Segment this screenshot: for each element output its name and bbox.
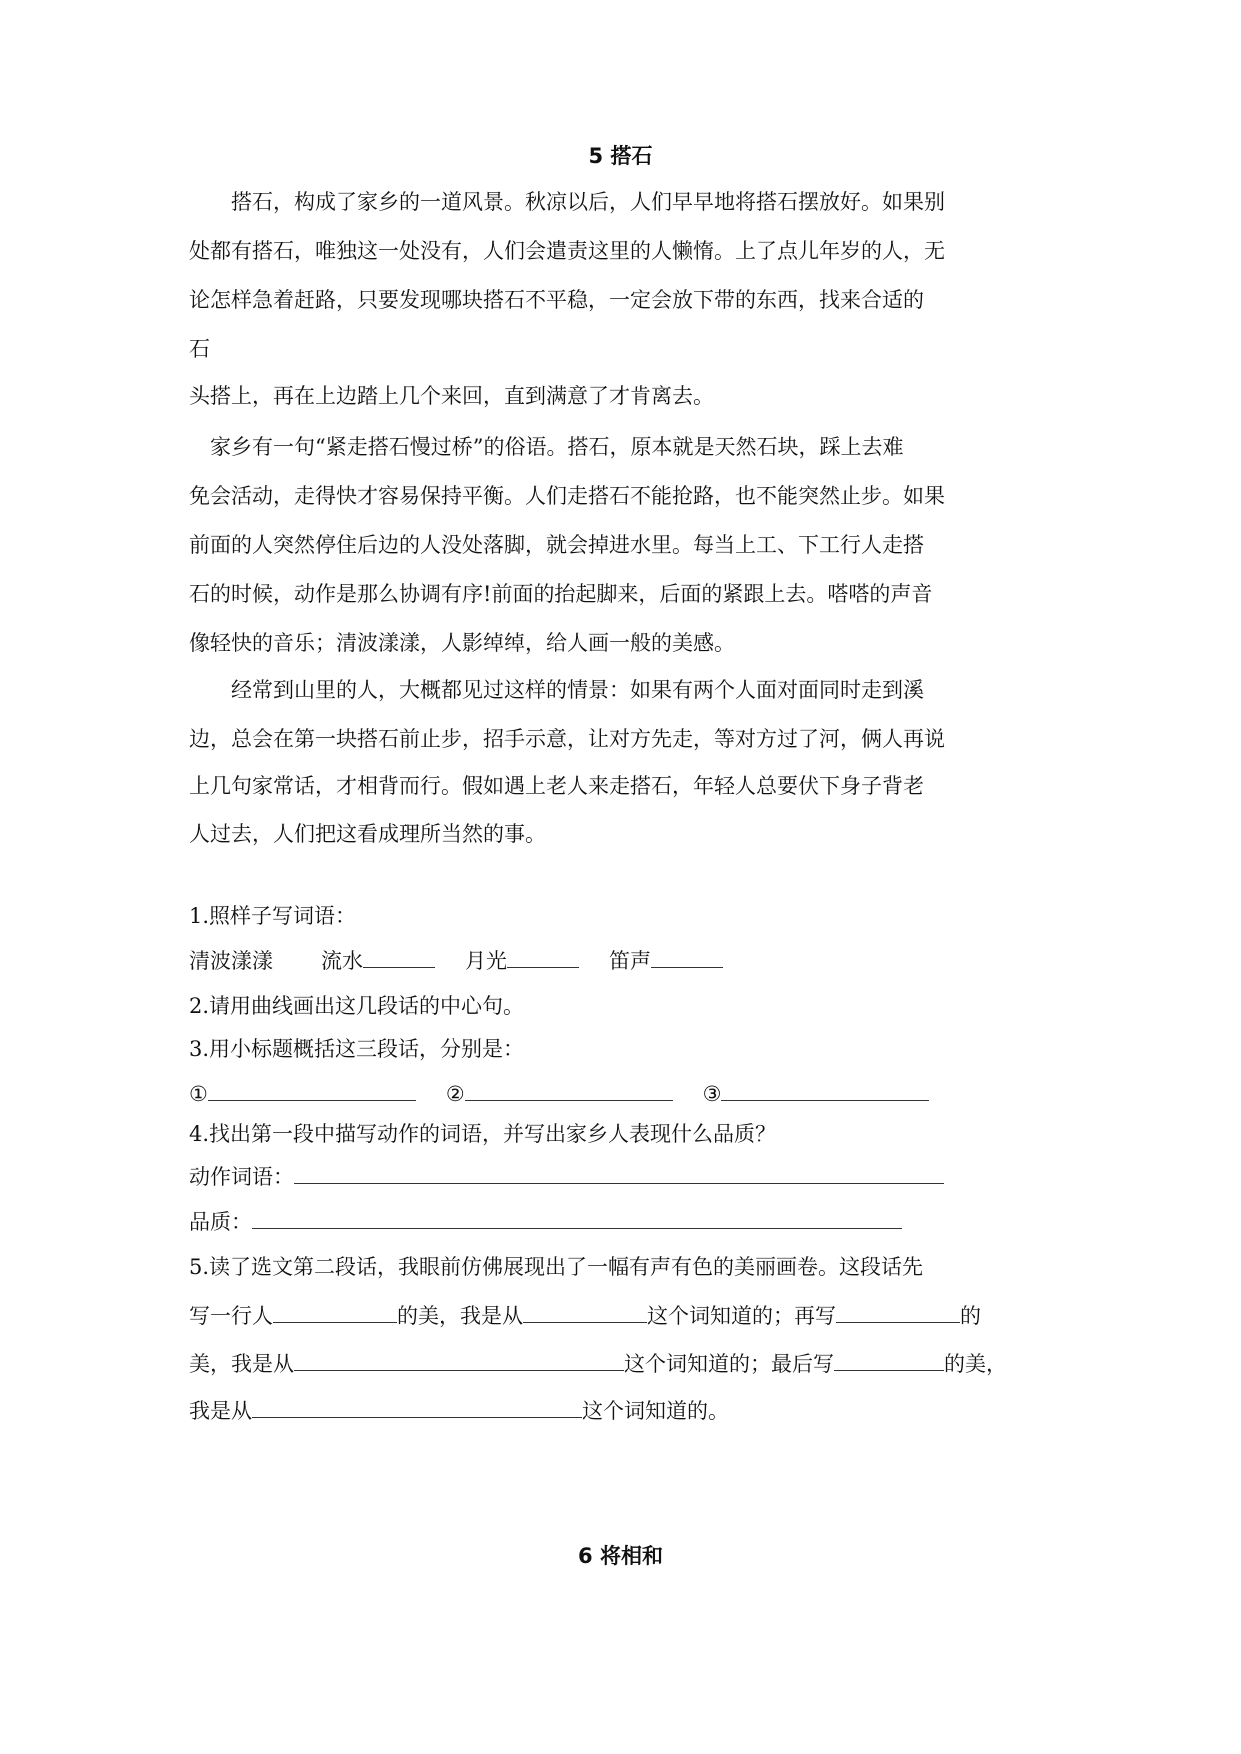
passage-line: 上几句家常话，才相背而行。假如遇上老人来走搭石，年轻人总要伏下身子背老 xyxy=(189,774,924,798)
question-5-line-1: 5.读了选文第二段话，我眼前仿佛展现出了一幅有声有色的美丽画卷。这段话先 xyxy=(189,1255,924,1279)
answer-blank[interactable] xyxy=(721,1080,929,1101)
passage-line: 石 xyxy=(189,337,210,361)
question-5-line-4 xyxy=(189,1397,729,1425)
example-word: 清波漾漾 xyxy=(189,949,273,973)
answer-blank[interactable] xyxy=(465,1080,673,1101)
action-words-label: 动作词语： xyxy=(189,1165,294,1189)
question-4-prompt: 4.找出第一段中描写动作的词语，并写出家乡人表现什么品质？ xyxy=(189,1122,777,1146)
q5-text: 的 xyxy=(960,1304,981,1328)
passage-line: 前面的人突然停住后边的人没处落脚，就会掉进水里。每当上工、下工行人走搭 xyxy=(189,533,924,557)
action-words-blank[interactable] xyxy=(294,1163,944,1184)
answer-blank[interactable] xyxy=(294,1350,624,1371)
passage-line: 处都有搭石，唯独这一处没有，人们会遣责这里的人懒惰。上了点儿年岁的人，无 xyxy=(189,239,945,263)
passage-line: 像轻快的音乐；清波漾漾，人影绰绰，给人画一般的美感。 xyxy=(189,631,735,655)
q5-text: 美，我是从 xyxy=(189,1352,294,1376)
section-title-jiangxianghe: 6 将相和 xyxy=(578,1544,663,1568)
question-5-line-2 xyxy=(189,1302,981,1330)
answer-blank[interactable] xyxy=(208,1080,416,1101)
answer-blank[interactable] xyxy=(252,1397,582,1418)
q5-text: 这个词知道的；最后写 xyxy=(624,1352,834,1376)
question-3-row xyxy=(189,1080,929,1108)
answer-blank[interactable] xyxy=(363,947,435,968)
q5-text: 写一行人 xyxy=(189,1304,273,1328)
quality-blank[interactable] xyxy=(252,1208,902,1229)
answer-blank[interactable] xyxy=(507,947,579,968)
passage-line: 石的时候，动作是那么协调有序!前面的抬起脚来，后面的紧跟上去。嗒嗒的声音 xyxy=(189,582,933,606)
q5-text: 我是从 xyxy=(189,1399,252,1423)
question-3-prompt: 3.用小标题概括这三段话，分别是： xyxy=(189,1037,525,1061)
question-4-action-row xyxy=(189,1163,944,1191)
answer-blank[interactable] xyxy=(651,947,723,968)
passage-line: 免会活动，走得快才容易保持平衡。人们走搭石不能抢路，也不能突然止步。如果 xyxy=(189,484,945,508)
q5-text: 的美，我是从 xyxy=(397,1304,523,1328)
question-5-line-3 xyxy=(189,1350,1007,1378)
answer-blank[interactable] xyxy=(273,1302,397,1323)
passage-line: 经常到山里的人，大概都见过这样的情景：如果有两个人面对面同时走到溪 xyxy=(189,678,924,702)
q5-text: 这个词知道的；再写 xyxy=(647,1304,836,1328)
answer-blank[interactable] xyxy=(523,1302,647,1323)
marker-3: ③ xyxy=(702,1082,722,1106)
passage-line: 搭石，构成了家乡的一道风景。秋凉以后，人们早早地将搭石摆放好。如果别 xyxy=(189,190,945,214)
answer-blank[interactable] xyxy=(834,1350,944,1371)
q5-text: 这个词知道的。 xyxy=(582,1399,729,1423)
question-4-quality-row xyxy=(189,1208,902,1236)
marker-2: ② xyxy=(445,1082,465,1106)
question-1-row xyxy=(189,947,723,975)
passage-line: 论怎样急着赶路，只要发现哪块搭石不平稳，一定会放下带的东西，找来合适的 xyxy=(189,288,924,312)
word-item: 笛声 xyxy=(609,949,651,973)
q5-text: 的美， xyxy=(944,1352,1007,1376)
passage-line: 人过去，人们把这看成理所当然的事。 xyxy=(189,822,546,846)
passage-line: 边，总会在第一块搭石前止步，招手示意，让对方先走，等对方过了河，俩人再说 xyxy=(189,727,945,751)
marker-1: ① xyxy=(189,1082,208,1106)
passage-line: 头搭上，再在上边踏上几个来回，直到满意了才肯离去。 xyxy=(189,384,714,408)
word-item: 月光 xyxy=(465,949,507,973)
question-2-prompt: 2.请用曲线画出这几段话的中心句。 xyxy=(189,994,525,1018)
section-title-dashi: 5 搭石 xyxy=(588,144,653,168)
answer-blank[interactable] xyxy=(836,1302,960,1323)
quality-label: 品质： xyxy=(189,1210,252,1234)
passage-line: 家乡有一句“紧走搭石慢过桥”的俗语。搭石，原本就是天然石块，踩上去难 xyxy=(189,435,904,459)
word-item: 流水 xyxy=(321,949,363,973)
question-1-prompt: 1.照样子写词语： xyxy=(189,904,357,928)
